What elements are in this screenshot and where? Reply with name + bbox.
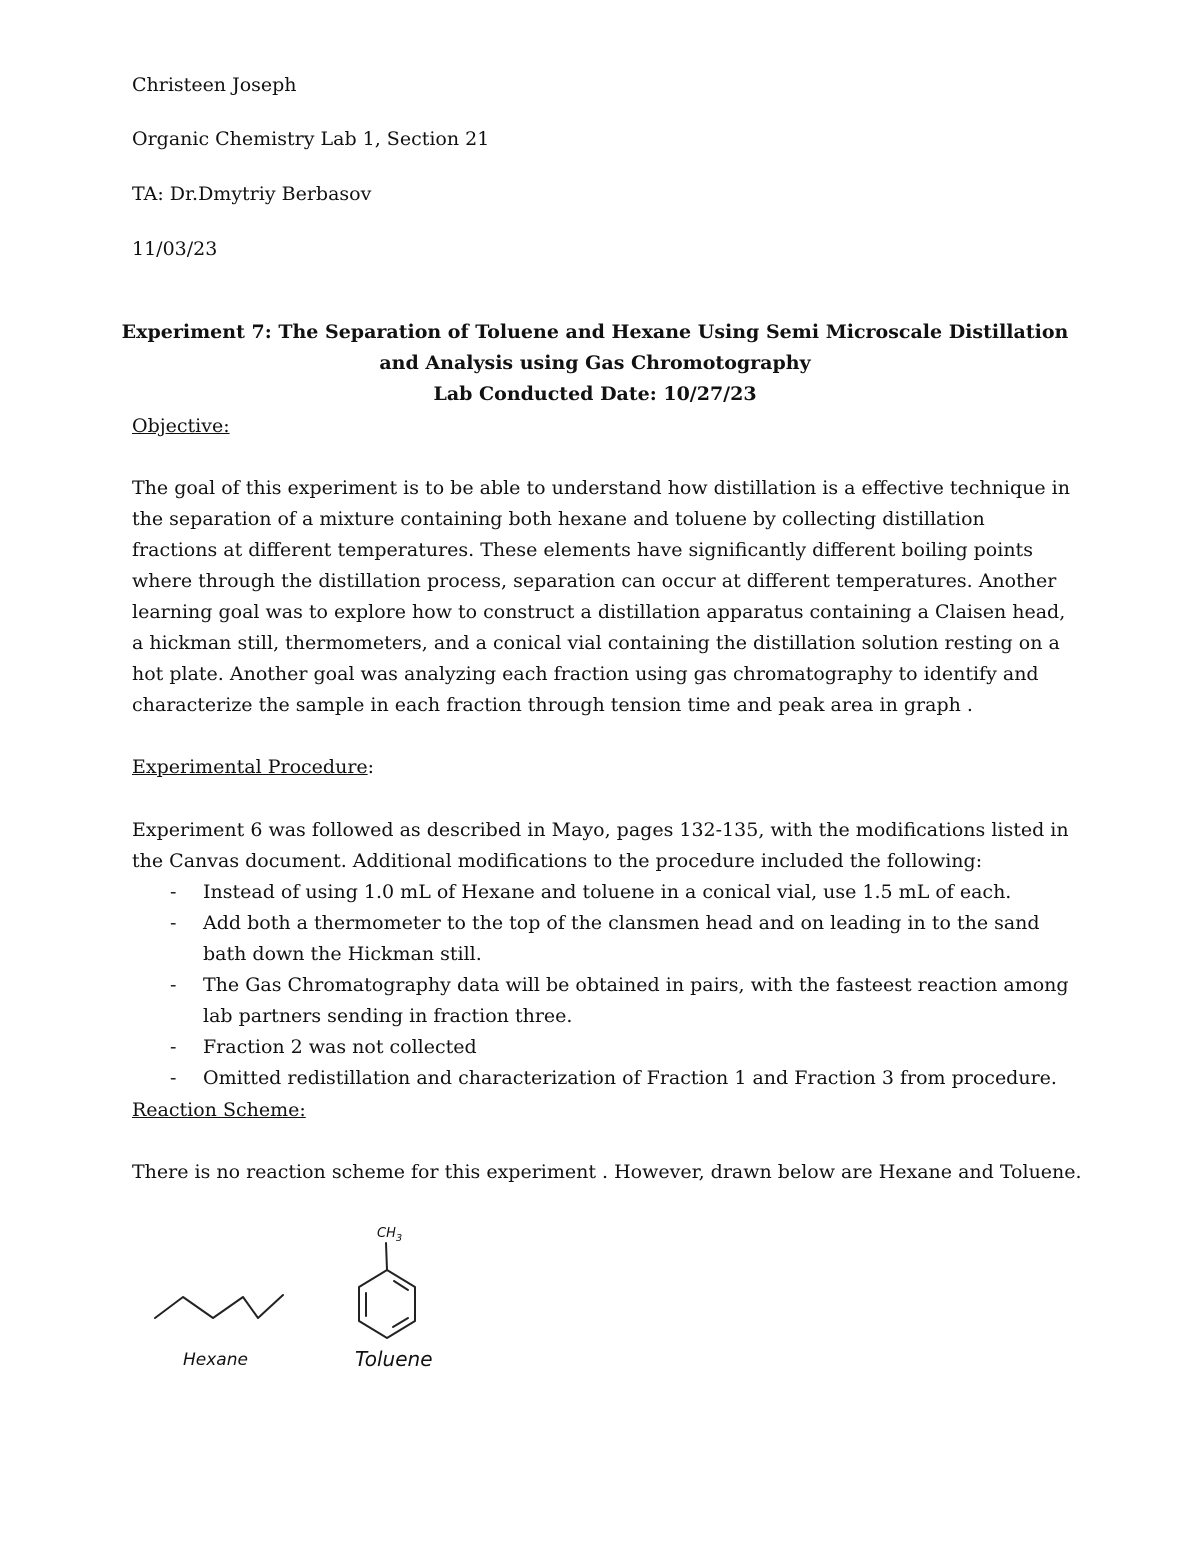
objective-heading: Objective: [132, 415, 230, 437]
bullet-dash: - [170, 881, 177, 903]
report-date: 11/03/23 [132, 238, 218, 260]
course-line: Organic Chemistry Lab 1, Section 21 [132, 128, 490, 150]
procedure-intro: Experiment 6 was followed as described in Mayo, pages 132-135, with the modifications listed in the Canvas document. Additional modifications to the procedure included the following: [132, 819, 1069, 872]
methyl-ch: CH [377, 1226, 396, 1241]
bullet-dash: - [170, 1036, 177, 1058]
title-line-2: and Analysis using Gas Chromotography [379, 352, 811, 374]
methyl-label [377, 1226, 402, 1244]
reaction-heading: Reaction Scheme: [132, 1099, 306, 1121]
toluene-structure [359, 1226, 415, 1338]
list-item-text: The Gas Chromatography data will be obtained in pairs, with the fasteest reaction among lab partners sending in fraction three. [203, 974, 1069, 1027]
hexane-label: Hexane [183, 1350, 248, 1370]
title-line-3: Lab Conducted Date: 10/27/23 [433, 383, 757, 405]
objective-text: The goal of this experiment is to be able to understand how distillation is a effective technique in the separation of a mixture containing both hexane and toluene by collecting distillation fractions at different temperatures. These elements have significantly different boiling points where through the distillation process, separation can occur at different temperatures. Another learning goal was to explore how to construct a distillation apparatus containing a Claisen head, a hickman still, thermometers, and a conical vial containing the distillation solution resting on a hot plate. Another goal was analyzing each fraction using gas chromatography to identify and characterize the sample in each fraction through tension time and peak area in graph . [132, 477, 1070, 716]
toluene-label: Toluene [355, 1347, 433, 1371]
list-item-text: Instead of using 1.0 mL of Hexane and toluene in a conical vial, use 1.5 mL of each. [203, 881, 1012, 903]
list-item-text: Add both a thermometer to the top of the clansmen head and on leading in to the sand bath down the Hickman still. [203, 912, 1040, 965]
procedure-heading: Experimental Procedure [132, 756, 368, 778]
list-item-text: Fraction 2 was not collected [203, 1036, 477, 1058]
methyl-subscript: 3 [395, 1233, 403, 1244]
benzene-ring [359, 1270, 415, 1338]
hexane-skeleton [155, 1295, 283, 1318]
reaction-text: There is no reaction scheme for this experiment . However, drawn below are Hexane and Toluene. [132, 1161, 1082, 1183]
bullet-dash: - [170, 912, 177, 934]
procedure-heading-colon: : [367, 756, 375, 778]
author-name: Christeen Joseph [132, 74, 297, 96]
list-item-text: Omitted redistillation and characterization of Fraction 1 and Fraction 3 from procedure. [203, 1067, 1057, 1089]
bullet-dash: - [170, 974, 177, 996]
bullet-dash: - [170, 1067, 177, 1089]
methyl-bond [386, 1243, 387, 1270]
ta-line: TA: Dr.Dmytriy Berbasov [132, 183, 372, 205]
title-line-1: Experiment 7: The Separation of Toluene and Hexane Using Semi Microscale Distillation [121, 321, 1069, 343]
